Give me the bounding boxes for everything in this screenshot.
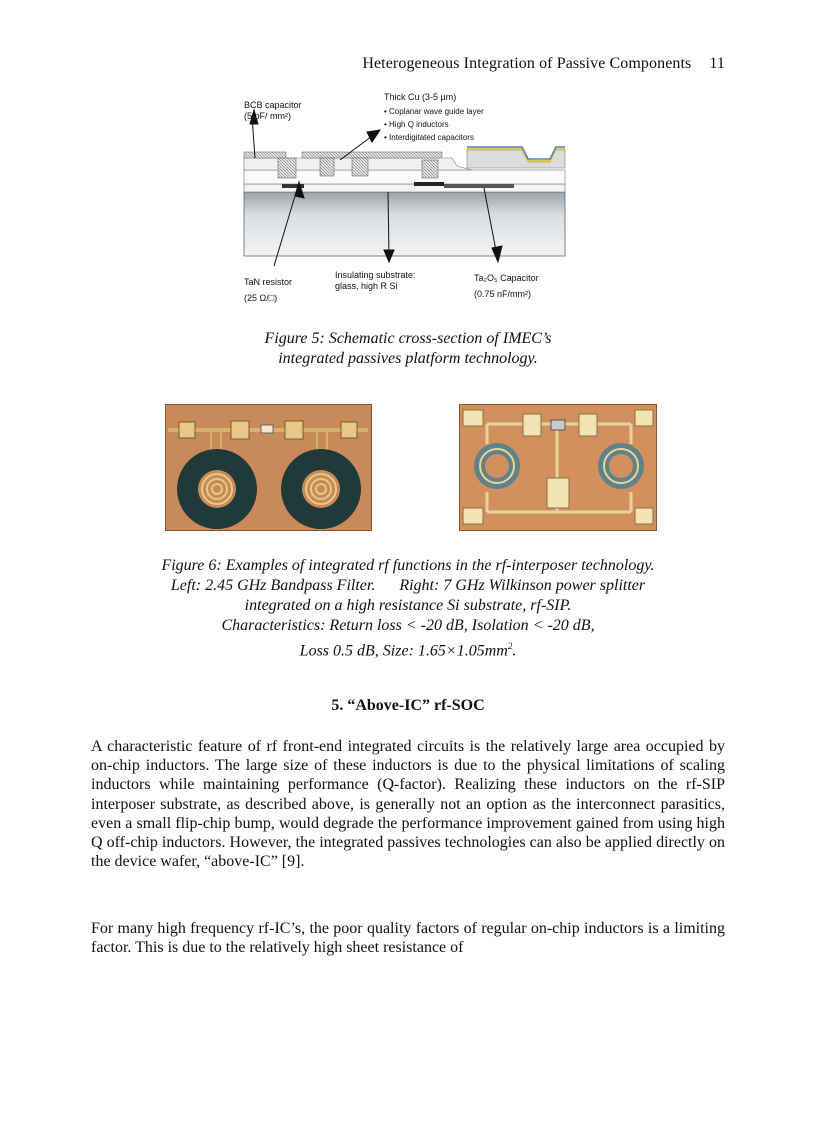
via-4 xyxy=(422,160,438,178)
figure6-caption-line: integrated on a high resistance Si substrate, rf-SIP. xyxy=(244,597,572,614)
tan-label-line2: (25 Ω/□) xyxy=(244,293,278,303)
substrate-label xyxy=(335,270,416,292)
figure6-caption-line: Figure 6: Examples of integrated rf functions in the rf-interposer technology. xyxy=(161,557,655,574)
tan-resistor-label xyxy=(244,274,292,306)
page-number: 11 xyxy=(709,55,725,72)
via-2 xyxy=(320,158,334,176)
body-paragraph-2: For many high frequency rf-IC’s, the poor quality factors of regular on-chip inductors is a limiting factor. This is due to the relatively high sheet resistance of xyxy=(91,920,725,957)
cu-item: • High Q inductors xyxy=(384,120,449,129)
top-metal-mid xyxy=(302,152,442,158)
substrate xyxy=(244,192,565,256)
cu-item: • Coplanar wave guide layer xyxy=(384,107,484,116)
ta-label-line1: Ta₂O₅ Capacitor xyxy=(474,273,539,283)
figure6-caption-line: Left: 2.45 GHz Bandpass Filter. Right: 7 GHz Wilkinson power splitter xyxy=(170,577,646,594)
via-1 xyxy=(278,158,296,178)
figure6-caption-period: . xyxy=(512,642,517,660)
substrate-label-line1: Insulating substrate: xyxy=(335,270,416,280)
figure6-caption-superscript: 2 xyxy=(507,641,513,651)
via-3 xyxy=(352,158,368,176)
cu-label-title: Thick Cu (3-5 μm) xyxy=(384,92,457,102)
ta-label-line2: (0.75 nF/mm²) xyxy=(474,289,532,299)
body-paragraph-1: A characteristic feature of rf front-end integrated circuits is the relatively large area occupied by on-chip inductors. The large size of these inductors is due to the physical limitations of scaling inductors while maintaining performance (Q-factor). Realizing these inductors on the rf-SIP interposer substrate, as described above, is generally not an option as the interconnect parasitics, even a small flip-chip bump, would degrade the performance improvement gained from using high Q off-chip inductors. However, the integrated passives technologies can also be applied directly on the device wafer, “above-IC” [9]. xyxy=(91,738,725,871)
figure5-caption-line: integrated passives platform technology. xyxy=(278,350,538,367)
running-header xyxy=(240,55,725,73)
thick-cu-label xyxy=(384,92,484,144)
figure6-caption-line: Characteristics: Return loss < -20 dB, Isolation < -20 dB, xyxy=(221,617,595,634)
cu-item: • Interdigitated capacitors xyxy=(384,133,474,142)
wilkinson-splitter-photo xyxy=(459,404,657,531)
bandpass-filter-photo xyxy=(165,404,372,531)
section-heading: 5. “Above-IC” rf-SOC xyxy=(331,697,485,714)
figure6-caption xyxy=(90,556,726,661)
figure5-caption xyxy=(90,329,726,369)
wilkinson-splitter-image xyxy=(459,404,657,531)
substrate-label-line2: glass, high R Si xyxy=(335,281,398,291)
figure5-schematic xyxy=(232,88,584,303)
tan-label-line1: TaN resistor xyxy=(244,277,293,287)
figure5-caption-line: Figure 5: Schematic cross-section of IMEC’s xyxy=(264,330,552,347)
figure6-caption-loss-size: Loss 0.5 dB, Size: 1.65×1.05mm xyxy=(299,642,508,660)
bottom-electrode-1 xyxy=(414,182,444,186)
running-title: Heterogeneous Integration of Passive Components xyxy=(362,55,692,72)
bcb-capacitor-label xyxy=(244,100,302,122)
cu-label-items xyxy=(384,105,484,144)
ta2o5-capacitor-label xyxy=(474,270,539,302)
ta2o5-capacitor xyxy=(444,184,514,188)
bandpass-filter-image xyxy=(165,404,372,531)
top-metal-left xyxy=(244,152,286,158)
bcb-label-line2: (5 pF/ mm²) xyxy=(244,111,291,121)
figure6-caption-last-line xyxy=(90,636,726,661)
bcb-label-line1: BCB capacitor xyxy=(244,100,302,110)
